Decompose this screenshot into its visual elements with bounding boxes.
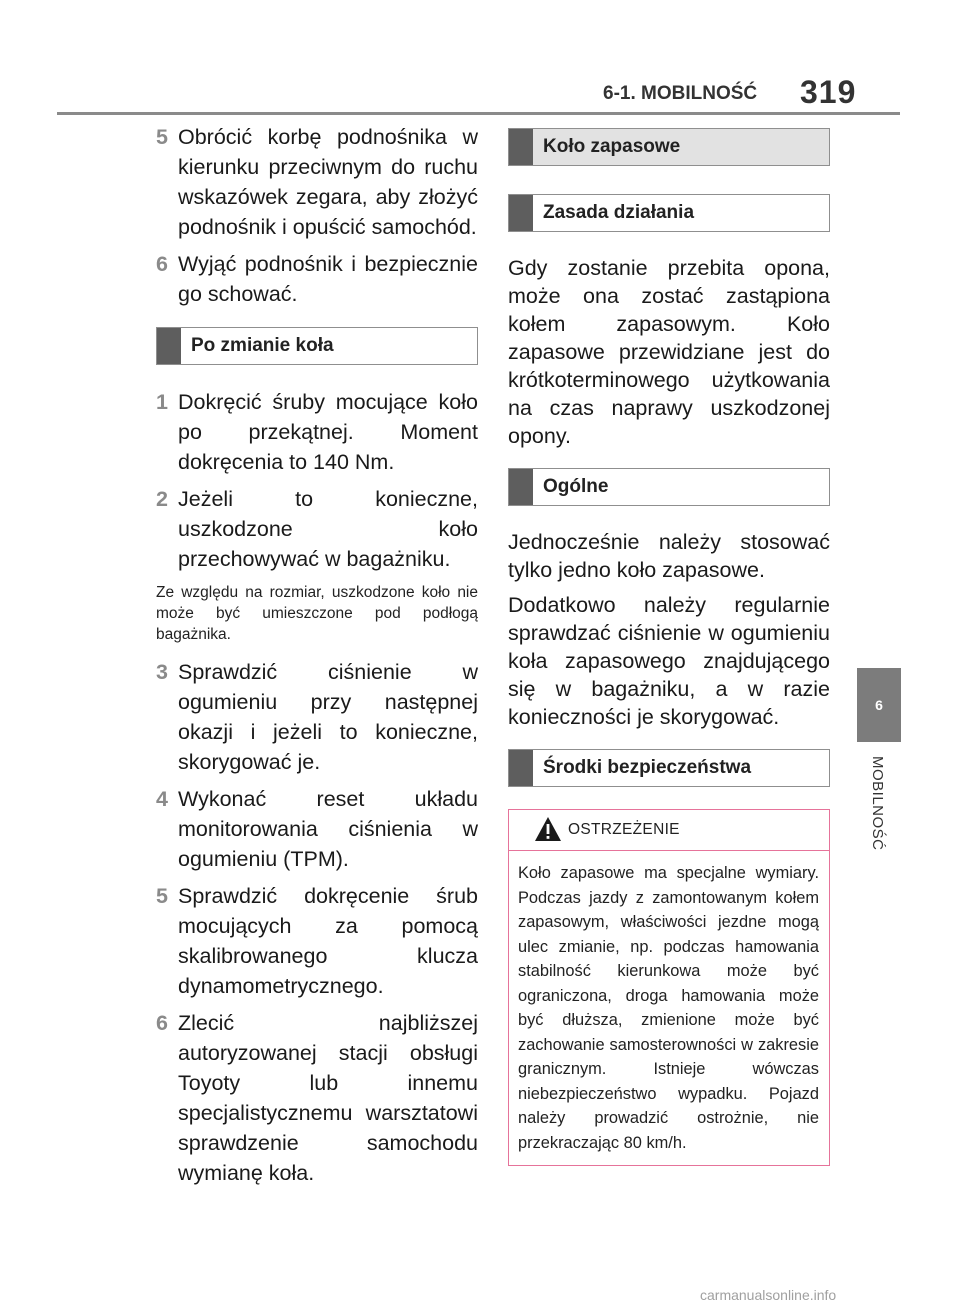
step-item: 2 Jeżeli to konieczne, uszkodzone koło przechowywać w bagażniku. (156, 487, 478, 571)
step-item: 6 Zlecić najbliższej autoryzowanej stacji obsługi Toyoty lub innemu specjalistycznemu warsztatowi sprawdzenie samochodu wymianę koła. (156, 1011, 478, 1185)
step-item: 4 Wykonać reset układu monitorowania ciśnienia w ogumieniu (TPM). (156, 787, 478, 871)
chapter-tab: 6 (857, 668, 901, 742)
warning-text: Koło zapasowe ma specjalne wymiary. Podczas jazdy z zamontowanym kołem zapasowym, właściwości jezdne mogą ulec zmianie, np. podczas hamowania stabilność kierunkowa może być ograniczona, droga hamowania może być dłuższa, zmienione może być zachowanie samosterowności w zakresie granicznym. Istnieje wówczas niebezpieczeństwo wypadku. Pojazd należy prowadzić ostrożnie, nie przekraczając 80 km/h. (518, 864, 819, 1152)
header-rule (57, 112, 900, 115)
warning-box (508, 809, 830, 1166)
paragraph: Jednocześnie należy stosować tylko jedno koło zapasowe. (508, 530, 830, 582)
paragraph: Dodatkowo należy regularnie sprawdzać ciśnienie w ogumieniu koła zapasowego znajdującego się w bagażniku, a w razie konieczności je skorygować. (508, 593, 830, 729)
step-item: 6 Wyjąć podnośnik i bezpiecznie go schować. (156, 252, 478, 306)
main-heading-kolo-zapasowe: Koło zapasowe (508, 128, 830, 166)
page-number: 319 (800, 74, 857, 110)
warning-header (509, 810, 829, 851)
right-column (508, 128, 830, 1166)
note-text: Ze względu na rozmiar, uszkodzone koło nie może być umieszczone pod podłogą bagażnika. (156, 584, 478, 643)
sub-heading-zasada: Zasada działania (508, 194, 830, 232)
paragraph: Gdy zostanie przebita opona, może ona zostać zastąpiona kołem zapasowym. Koło zapasowe przewidziane jest do krótkoterminowego użytkowania na czas naprawy uszkodzonej opony. (508, 256, 830, 448)
left-column (156, 122, 478, 1195)
step-item: 3 Sprawdzić ciśnienie w ogumieniu przy następnej okazji i jeżeli to konieczne, skorygować je. (156, 660, 478, 774)
warning-triangle-icon (534, 816, 562, 842)
chapter-side-label: MOBILNOŚĆ (869, 756, 886, 851)
step-item: 5 Obrócić korbę podnośnika w kierunku przeciwnym do ruchu wskazówek zegara, aby złożyć podnośnik i opuścić samochód. (156, 125, 478, 239)
watermark: carmanualsonline.info (700, 1287, 837, 1303)
section-title: 6-1. MOBILNOŚĆ (603, 83, 758, 104)
sub-heading-srodki: Środki bezpieczeństwa (508, 749, 830, 787)
step-item: 1 Dokręcić śruby mocujące koło po przekątnej. Moment dokręcenia to 140 Nm. (156, 390, 478, 474)
warning-title: OSTRZEŻENIE (568, 821, 680, 838)
step-item: 5 Sprawdzić dokręcenie śrub mocujących za pomocą skalibrowanego klucza dynamometrycznego. (156, 884, 478, 998)
sub-heading-ogolne: Ogólne (508, 468, 830, 506)
section-heading-po-zmianie: Po zmianie koła (156, 327, 478, 365)
